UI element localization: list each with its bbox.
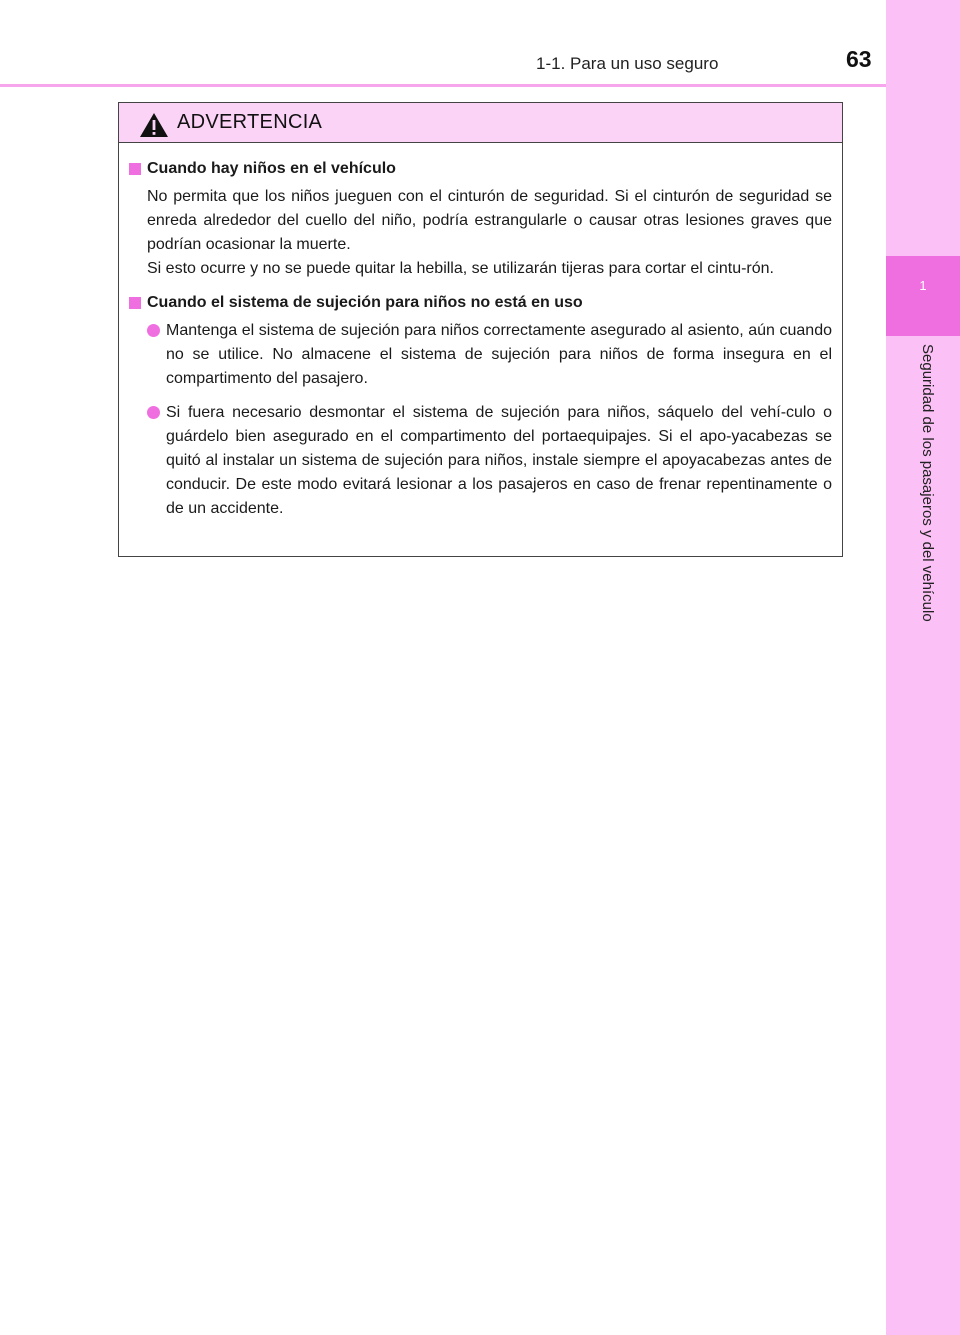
list-item (147, 319, 832, 391)
paragraph (147, 185, 832, 281)
header-rule (0, 84, 886, 87)
chapter-number: 1 (919, 278, 927, 293)
paragraph-text: No permita que los niños jueguen con el cinturón de seguridad. Si el cinturón de seguridad se enreda alrededor del cuello del niño, podría estrangularle o causar otras lesiones graves que podrían ocasionar la muerte. (147, 188, 832, 253)
square-bullet-icon (129, 297, 141, 309)
warning-header (119, 103, 842, 143)
chapter-label: Seguridad de los pasajeros y del vehículo (919, 344, 936, 622)
list-item (147, 401, 832, 521)
paragraph-text: Si esto ocurre y no se puede quitar la hebilla, se utilizarán tijeras para cortar el cintu-rón. (147, 260, 774, 277)
warning-body (119, 143, 842, 521)
warning-box (118, 102, 843, 557)
subsection-heading (129, 157, 832, 181)
circle-bullet-icon (147, 406, 160, 419)
subsection-heading-text: Cuando hay niños en el vehículo (147, 160, 396, 177)
section-title: 1-1. Para un uso seguro (536, 54, 719, 73)
square-bullet-icon (129, 163, 141, 175)
subsection-restraint-not-in-use (129, 291, 832, 521)
chapter-tab[interactable] (886, 256, 960, 336)
circle-bullet-icon (147, 324, 160, 337)
list-item-text: Mantenga el sistema de sujeción para niños correctamente asegurado al asiento, aún cuando no se utilice. No almacene el sistema de sujeción para niños de forma insegura en el compartimento del pasajero. (166, 322, 832, 387)
list-item-text: Si fuera necesario desmontar el sistema de sujeción para niños, sáquelo del vehí-culo o guárdelo bien asegurado en el compartimento del portaequipajes. Si el apo-yacabezas se quitó al instalar un sistema de sujeción para niños, instale siempre el apoyacabezas antes de conducir. De este modo evitará lesionar a los pasajeros en caso de frenar repentinamente o de un accidente. (166, 404, 832, 517)
subsection-heading-text: Cuando el sistema de sujeción para niños no está en uso (147, 294, 583, 311)
warning-title: ADVERTENCIA (177, 111, 323, 133)
subsection-heading (129, 291, 832, 315)
page-number: 63 (846, 46, 872, 72)
warning-triangle-icon (139, 112, 169, 138)
subsection-children-in-vehicle (129, 157, 832, 281)
